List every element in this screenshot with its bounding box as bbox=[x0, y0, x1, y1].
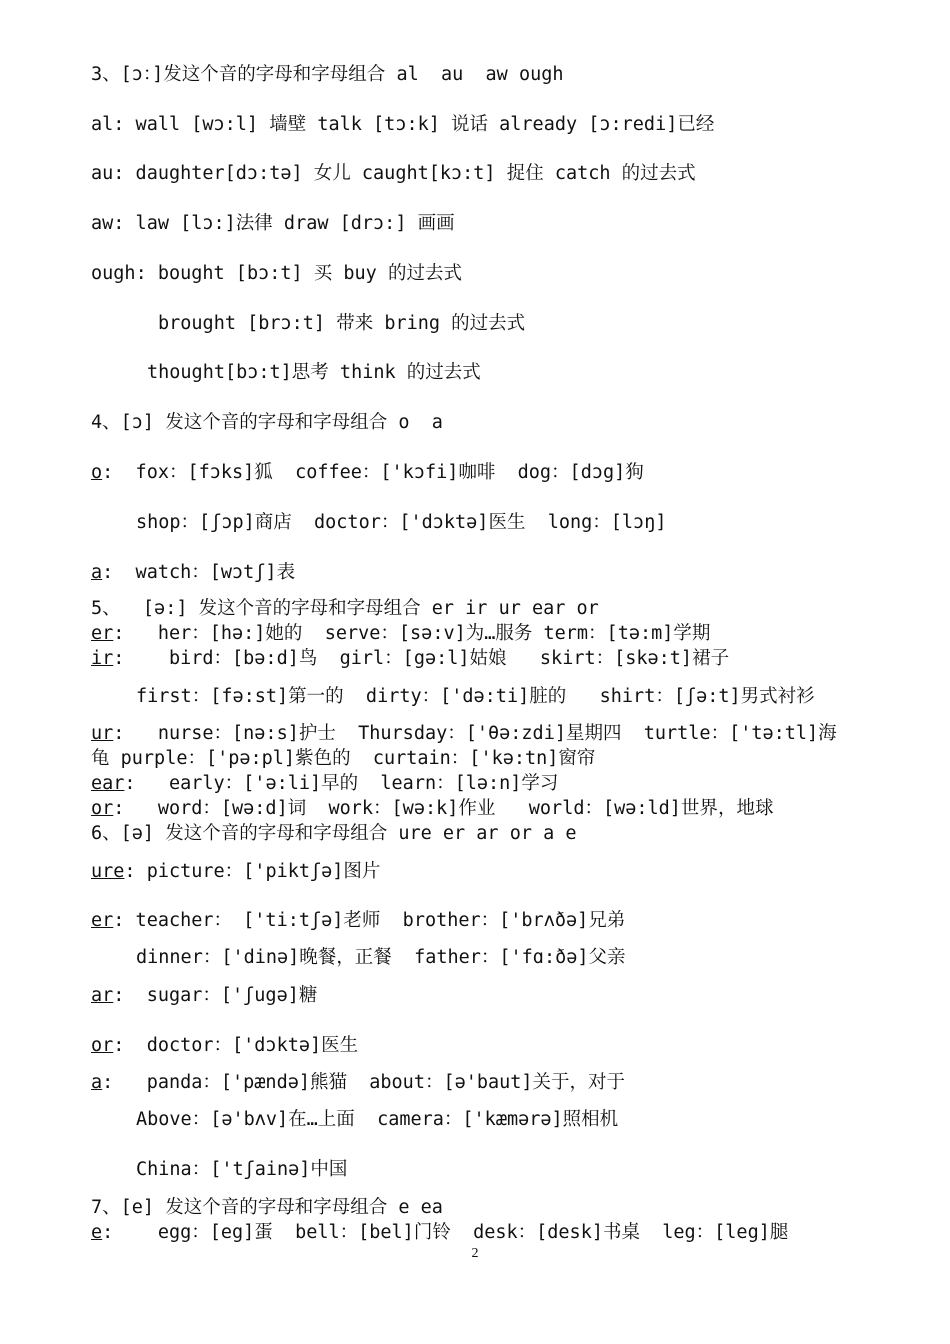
section-5-ur-line-2: 龟 purple：['pə:pl]紫色的 curtain：['kə:tn]窗帘 bbox=[91, 748, 596, 769]
ar-examples: : sugar：['ʃugə]糖 bbox=[113, 985, 318, 1006]
section-5-ear-line bbox=[91, 772, 558, 796]
section-6-er-line bbox=[91, 909, 625, 933]
e-examples: : egg：[eg]蛋 bell：[bel]门铃 desk：[desk]书桌 leg：[leg]腿 bbox=[102, 1222, 789, 1243]
section-5-ur-line bbox=[91, 722, 837, 746]
section-3-ough-line-2: brought [brɔ:t] 带来 bring 的过去式 bbox=[158, 313, 526, 334]
section-3-al-line bbox=[91, 113, 714, 137]
key-er-6: er bbox=[91, 910, 114, 931]
er-6-examples: : teacher： ['ti:tʃə]老师 brother：['brʌðə]兄弟 bbox=[113, 910, 626, 931]
section-5-ir-line bbox=[91, 647, 729, 671]
key-e: e bbox=[91, 1222, 103, 1243]
page-number: 2 bbox=[471, 1246, 479, 1261]
section-3-heading: 3、[ɔ：]发这个音的字母和字母组合 al au aw ough bbox=[91, 64, 564, 85]
key-au: au bbox=[91, 163, 114, 184]
section-6-ure-line bbox=[91, 860, 380, 884]
a-examples: : watch：[wɔtʃ]表 bbox=[102, 562, 296, 583]
key-aw: aw bbox=[91, 213, 114, 234]
section-6-a-line-3: China：['tʃainə]中国 bbox=[136, 1159, 348, 1180]
section-3-ough-line bbox=[91, 262, 462, 286]
key-or-6: or bbox=[91, 1035, 114, 1056]
section-5-heading: 5、 [ə:] 发这个音的字母和字母组合 er ir ur ear or bbox=[91, 598, 599, 619]
section-5-or-line bbox=[91, 797, 773, 821]
section-6-or-line bbox=[91, 1034, 358, 1058]
section-3-aw-line bbox=[91, 212, 455, 236]
section-6-heading: 6、[ə] 发这个音的字母和字母组合 ure er ar or a e bbox=[91, 823, 577, 844]
key-ough: ough bbox=[91, 263, 136, 284]
key-ure: ure bbox=[91, 861, 125, 882]
key-al: al bbox=[91, 114, 114, 135]
section-4-heading: 4、[ɔ] 发这个音的字母和字母组合 o a bbox=[91, 412, 443, 433]
section-3-au-line bbox=[91, 162, 696, 186]
ure-examples: : picture：['piktʃə]图片 bbox=[124, 861, 381, 882]
section-5-ir-line-2: first：[fə:st]第一的 dirty：['də:ti]脏的 shirt：[ʃə:t]男式衬衫 bbox=[136, 686, 815, 707]
key-ur: ur bbox=[91, 723, 114, 744]
section-6-er-line-2: dinner：['dinə]晚餐，正餐 father：['fɑ:ðə]父亲 bbox=[136, 947, 626, 968]
section-5-er-line bbox=[91, 622, 710, 646]
a-6-examples: : panda：['pændə]熊猫 about：[ə'baut]关于，对于 bbox=[102, 1072, 626, 1093]
aw-examples: : law [lɔ:]法律 draw [drɔ:] 画画 bbox=[113, 213, 455, 234]
section-7-heading: 7、[e] 发这个音的字母和字母组合 e ea bbox=[91, 1197, 443, 1218]
key-ear: ear bbox=[91, 773, 125, 794]
key-a: a bbox=[91, 562, 103, 583]
key-or: or bbox=[91, 798, 114, 819]
section-6-a-line-2: Above：[ə'bʌv]在…上面 camera：['kæmərə]照相机 bbox=[136, 1109, 619, 1130]
key-ar: ar bbox=[91, 985, 114, 1006]
al-examples: : wall [wɔ:l] 墙壁 talk [tɔ:k] 说话 already [ɔ:redi]已经 bbox=[113, 114, 715, 135]
section-7-e-line bbox=[91, 1221, 788, 1245]
o-examples: : fox：[fɔks]狐 coffee：['kɔfi]咖啡 dog：[dɔg]狗 bbox=[102, 462, 644, 483]
section-6-a-line bbox=[91, 1071, 625, 1095]
section-4-a-line bbox=[91, 561, 295, 585]
au-examples: : daughter[dɔ:tə] 女儿 caught[kɔ:t] 捉住 catch 的过去式 bbox=[113, 163, 696, 184]
ir-examples: : bird：[bə:d]鸟 girl：[gə:l]姑娘 skirt：[skə:t]裙子 bbox=[113, 648, 730, 669]
key-er: er bbox=[91, 623, 114, 644]
ear-examples: : early：['ə:li]早的 learn：[lə:n]学习 bbox=[124, 773, 559, 794]
er-examples: : her：[hə:]她的 serve：[sə:v]为…服务 term：[tə:m]学期 bbox=[113, 623, 711, 644]
ur-examples: : nurse：[nə:s]护士 Thursday：['θə:zdi]星期四 turtle：['tə:tl]海 bbox=[113, 723, 837, 744]
section-4-o-line bbox=[91, 461, 644, 485]
or-6-examples: : doctor：['dɔktə]医生 bbox=[113, 1035, 359, 1056]
or-examples: : word：[wə:d]词 work：[wə:k]作业 world：[wə:ld]世界，地球 bbox=[113, 798, 774, 819]
key-o: o bbox=[91, 462, 103, 483]
key-a-6: a bbox=[91, 1072, 103, 1093]
ough-examples: : bought [bɔ:t] 买 buy 的过去式 bbox=[135, 263, 462, 284]
key-ir: ir bbox=[91, 648, 114, 669]
section-3-ough-line-3: thought[bɔ:t]思考 think 的过去式 bbox=[147, 362, 481, 383]
section-6-ar-line bbox=[91, 984, 317, 1008]
section-4-o-line-2: shop：[ʃɔp]商店 doctor：['dɔktə]医生 long：[lɔŋ] bbox=[136, 512, 667, 533]
